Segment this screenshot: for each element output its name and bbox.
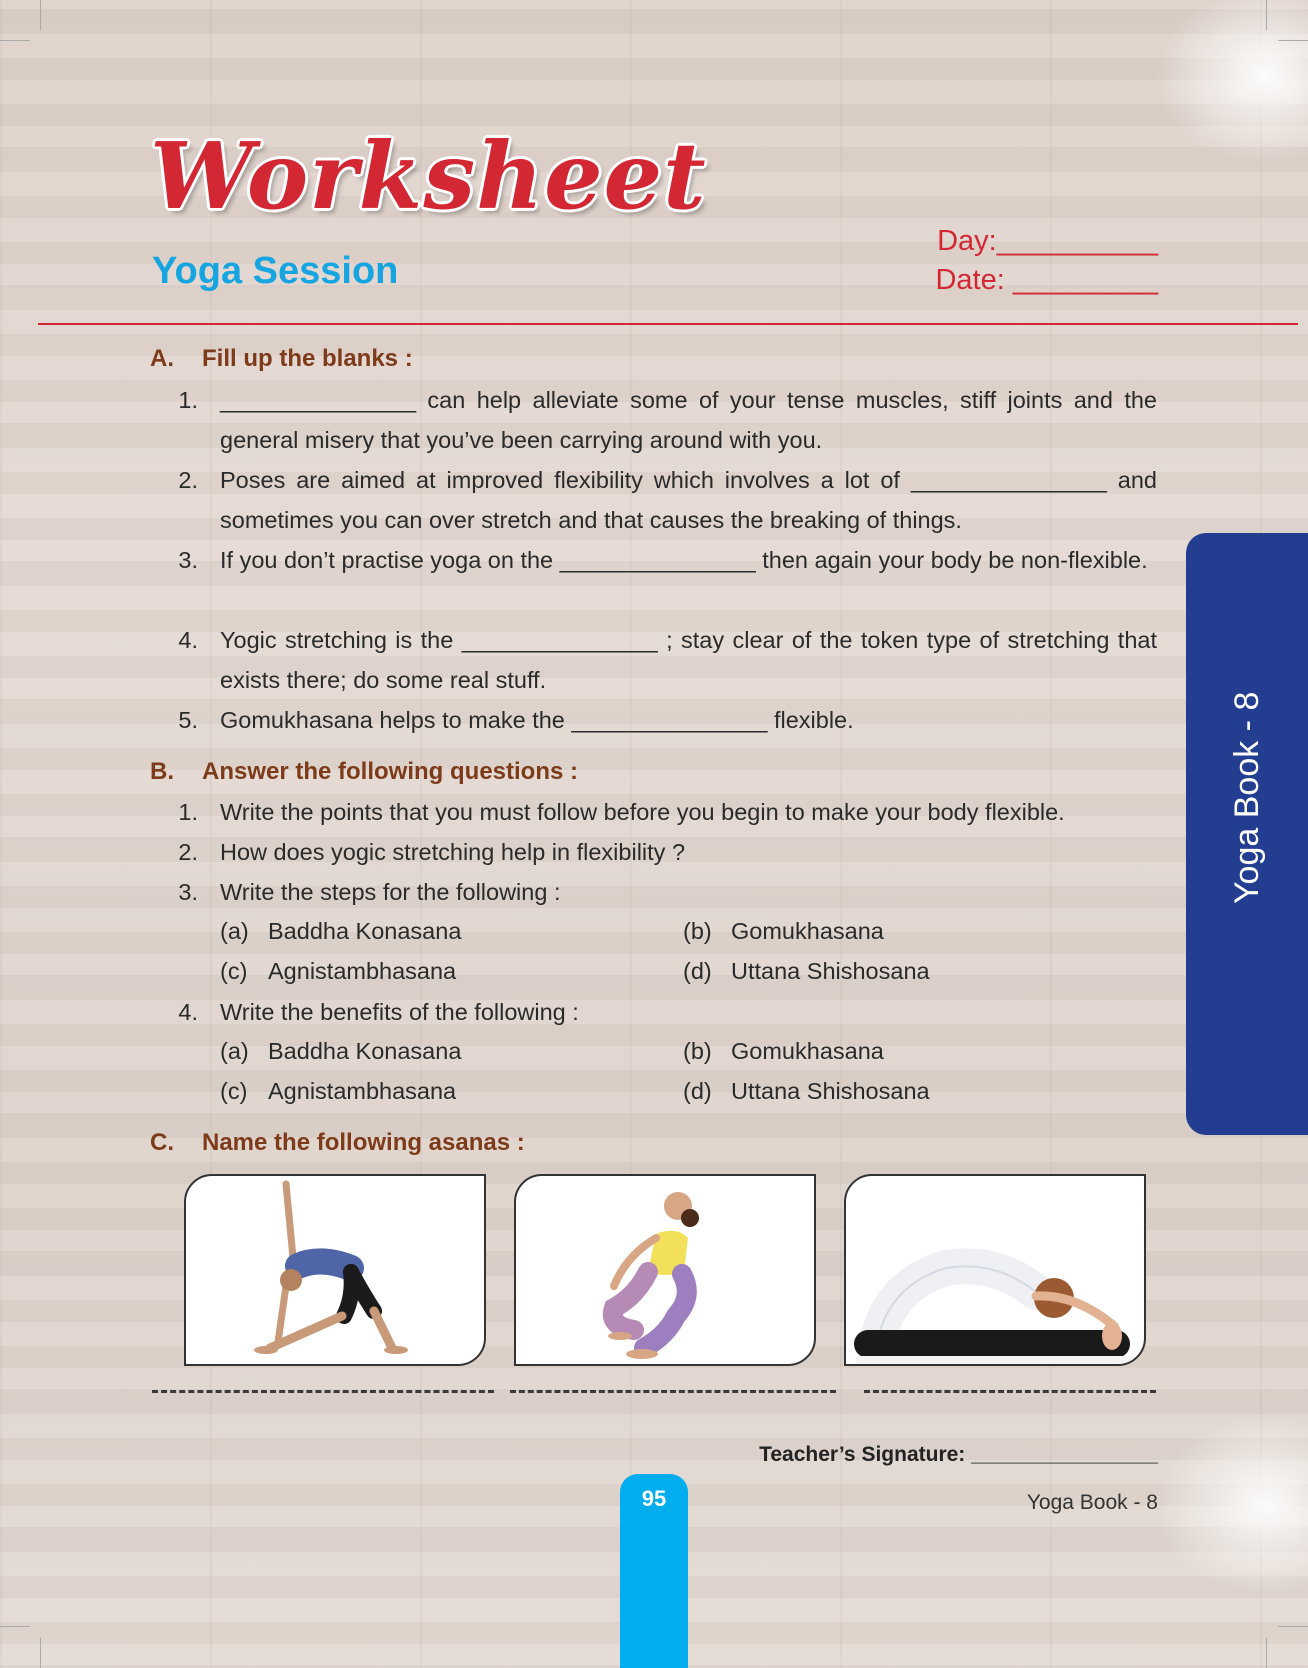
option-label: (b) <box>683 918 712 944</box>
question-text: Write the steps for the following : <box>220 879 561 905</box>
option-item <box>220 1080 456 1104</box>
crop-mark <box>1278 1626 1308 1627</box>
question <box>172 832 1157 872</box>
question-text: How does yogic stretching help in flexibility ? <box>220 839 686 865</box>
section-letter: A. <box>150 345 174 372</box>
option-label: (d) <box>683 1078 712 1104</box>
fill-blank-question[interactable] <box>172 460 1157 540</box>
question-number: 2. <box>178 839 198 865</box>
crop-mark <box>40 0 41 30</box>
option-text: Baddha Konasana <box>268 1038 462 1064</box>
option-label: (a) <box>220 1038 249 1064</box>
option-text: Baddha Konasana <box>268 918 462 944</box>
question-number: 3. <box>178 547 198 573</box>
question-number: 4. <box>178 999 198 1025</box>
date-field[interactable]: Date: _________ <box>935 264 1158 296</box>
option-label: (d) <box>683 958 712 984</box>
teacher-signature-field[interactable]: Teacher’s Signature: ________________ <box>759 1443 1158 1466</box>
triangle-pose-illustration <box>186 1176 484 1364</box>
answer-line[interactable] <box>152 1390 494 1393</box>
question-text: Poses are aimed at improved flexibility which involves a lot of _______________ and sometimes you can over stretch and that causes the breaking of things. <box>220 467 1157 533</box>
crop-mark <box>0 1626 30 1627</box>
asana-photo-squat <box>514 1174 816 1366</box>
crop-mark <box>1266 1638 1267 1668</box>
answer-line[interactable] <box>510 1390 836 1393</box>
fill-blank-question[interactable] <box>172 700 1157 740</box>
question-number: 4. <box>178 627 198 653</box>
fill-blank-question[interactable] <box>172 380 1157 460</box>
option-item <box>220 960 456 984</box>
option-item <box>220 1040 461 1064</box>
section-c-heading <box>150 1131 525 1155</box>
day-field[interactable]: Day:__________ <box>937 225 1158 257</box>
option-label: (b) <box>683 1038 712 1064</box>
option-text: Agnistambhasana <box>268 958 457 984</box>
section-b-heading <box>150 760 578 784</box>
question-text: _______________ can help alleviate some of your tense muscles, stiff joints and the general misery that you’ve been carrying around with you. <box>220 387 1157 453</box>
option-item <box>683 960 930 984</box>
option-text: Uttana Shishosana <box>731 958 930 984</box>
question <box>172 872 1157 912</box>
crop-mark <box>1278 40 1308 41</box>
crop-mark <box>40 1638 41 1668</box>
page-number: 95 <box>641 1486 667 1511</box>
option-label: (a) <box>220 918 249 944</box>
question <box>172 792 1157 832</box>
option-text: Uttana Shishosana <box>731 1078 930 1104</box>
question-number: 3. <box>178 879 198 905</box>
option-item <box>683 1080 930 1104</box>
fill-blank-question[interactable] <box>172 540 1157 580</box>
question-number: 5. <box>178 707 198 733</box>
option-item <box>683 1040 884 1064</box>
footer-book-name: Yoga Book - 8 <box>1026 1491 1158 1514</box>
squat-pose-illustration <box>516 1176 814 1364</box>
section-title: Answer the following questions : <box>202 758 579 785</box>
section-letter: B. <box>150 758 174 785</box>
option-item <box>220 920 461 944</box>
option-text: Gomukhasana <box>731 918 884 944</box>
side-tab-label: Yoga Book - 8 <box>1228 691 1266 904</box>
option-label: (c) <box>220 1078 248 1104</box>
question-text: Gomukhasana helps to make the _______________ flexible. <box>220 707 854 733</box>
forward-bend-illustration <box>846 1176 1144 1364</box>
section-a-heading <box>150 347 413 371</box>
answer-line[interactable] <box>864 1390 1156 1393</box>
option-item <box>683 920 884 944</box>
section-title: Name the following asanas : <box>202 1129 525 1156</box>
page-subtitle: Yoga Session <box>152 250 399 292</box>
question-text: Yogic stretching is the _______________ ; stay clear of the token type of stretching that exists there; do some real stuff. <box>220 627 1157 693</box>
asana-photo-triangle <box>184 1174 486 1366</box>
question-text: Write the points that you must follow before you begin to make your body flexible. <box>220 799 1065 825</box>
asana-photo-forward-bend <box>844 1174 1146 1366</box>
question-text: Write the benefits of the following : <box>220 999 579 1025</box>
page-title: Worksheet <box>150 122 707 230</box>
question-number: 1. <box>178 387 198 413</box>
question-number: 2. <box>178 467 198 493</box>
header-divider <box>38 323 1298 325</box>
option-text: Agnistambhasana <box>268 1078 457 1104</box>
fill-blank-question[interactable] <box>172 620 1157 700</box>
question-number: 1. <box>178 799 198 825</box>
section-title: Fill up the blanks : <box>202 345 413 372</box>
option-label: (c) <box>220 958 248 984</box>
option-text: Gomukhasana <box>731 1038 884 1064</box>
section-letter: C. <box>150 1129 174 1156</box>
crop-mark <box>1266 0 1267 30</box>
crop-mark <box>0 40 30 41</box>
question <box>172 992 1157 1032</box>
question-text: If you don’t practise yoga on the _______________ then again your body be non-flexible. <box>220 547 1148 573</box>
